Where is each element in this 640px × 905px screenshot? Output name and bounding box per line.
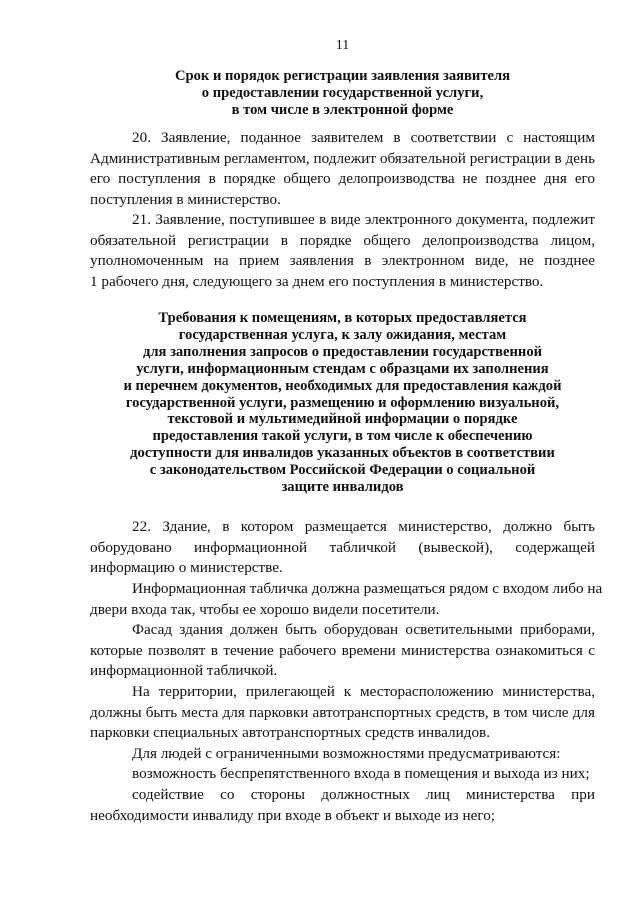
heading-line: в том числе в электронной форме xyxy=(231,101,454,118)
heading-line: государственной услуги, размещению и оформлению визуальной, xyxy=(125,394,560,411)
section-heading-premises xyxy=(90,310,595,496)
paragraph-line: которые позволят в течение рабочего времени министерства ознакомиться с xyxy=(90,641,595,659)
paragraph-line: возможность беспрепятственного входа в помещения и выхода из них; xyxy=(132,765,590,782)
paragraph-parking xyxy=(90,682,595,744)
paragraph-22 xyxy=(90,517,595,579)
paragraph-facade-lighting xyxy=(90,620,595,682)
paragraph-line: Административным регламентом, подлежит обязательной регистрации в день xyxy=(90,149,595,167)
paragraph-line: его поступления в порядке общего делопроизводства не позднее дня его xyxy=(90,170,595,188)
paragraph-20 xyxy=(90,128,595,210)
heading-line: о предоставлении государственной услуги, xyxy=(201,84,484,101)
paragraph-line: обязательной регистрации в порядке общего делопроизводства лицом, xyxy=(90,231,595,249)
paragraph-line: содействие со стороны должностных лиц министерства при xyxy=(132,786,595,803)
paragraph-line: 22. Здание, в котором размещается министерство, должно быть xyxy=(132,518,595,535)
heading-line: для заполнения запросов о предоставлении государственной xyxy=(142,343,543,360)
heading-line: защите инвалидов xyxy=(281,479,404,496)
heading-line: текстовой и мультимедийной информации о порядке xyxy=(167,411,518,428)
heading-line: с законодательством Российской Федерации о социальной xyxy=(149,462,536,479)
paragraph-21 xyxy=(90,210,595,292)
heading-line: услуги, информационным стендам с образцами их заполнения xyxy=(136,360,549,377)
page-number: 11 xyxy=(335,38,350,53)
paragraph-line: парковки специальных автотранспортных средств инвалидов. xyxy=(90,724,491,742)
paragraph-line: информационной табличкой. xyxy=(90,662,278,680)
paragraph-line: 20. Заявление, поданное заявителем в соответствии с настоящим xyxy=(132,129,595,146)
paragraph-line: 21. Заявление, поступившее в виде электронного документа, подлежит xyxy=(132,211,595,228)
paragraph-line: оборудовано информационной табличкой (вывеской), содержащей xyxy=(90,538,595,556)
paragraph-disabled-provisions xyxy=(90,744,595,765)
heading-line: государственная услуга, к залу ожидания, местам xyxy=(178,326,507,343)
paragraph-line: должны быть места для парковки автотранспортных средств, в том числе для xyxy=(90,703,595,721)
paragraph-free-access xyxy=(90,764,595,785)
heading-line: и перечнем документов, необходимых для предоставления каждой xyxy=(123,377,562,394)
heading-line: Требования к помещениям, в которых предоставляется xyxy=(158,310,527,326)
section-heading-registration xyxy=(90,68,595,119)
paragraph-line: информацию о министерстве. xyxy=(90,559,283,577)
paragraph-line: Информационная табличка должна размещаться рядом с входом либо на xyxy=(132,580,603,597)
paragraph-line: 1 рабочего дня, следующего за днем его поступления в министерство. xyxy=(90,272,544,290)
heading-line: предоставления такой услуги, в том числе к обеспечению xyxy=(152,428,533,445)
paragraph-line: На территории, прилегающей к месторасположению министерства, xyxy=(132,683,595,700)
paragraph-line: двери входа так, чтобы ее хорошо видели посетители. xyxy=(90,600,440,618)
heading-line: Срок и порядок регистрации заявления заявителя xyxy=(174,68,511,84)
paragraph-line: Фасад здания должен быть оборудован осветительными приборами, xyxy=(132,621,595,638)
paragraph-line: необходимости инвалиду при входе в объект и выходе из него; xyxy=(90,806,496,824)
paragraph-line: Для людей с ограниченными возможностями предусматриваются: xyxy=(132,745,561,762)
paragraph-sign-placement xyxy=(90,579,603,620)
paragraph-staff-assistance xyxy=(90,785,595,826)
heading-line: доступности для инвалидов указанных объектов в соответствии xyxy=(130,445,555,462)
paragraph-line: уполномоченным на прием заявления в электронном виде, не позднее xyxy=(90,252,595,270)
paragraph-line: поступления в министерство. xyxy=(90,190,281,208)
